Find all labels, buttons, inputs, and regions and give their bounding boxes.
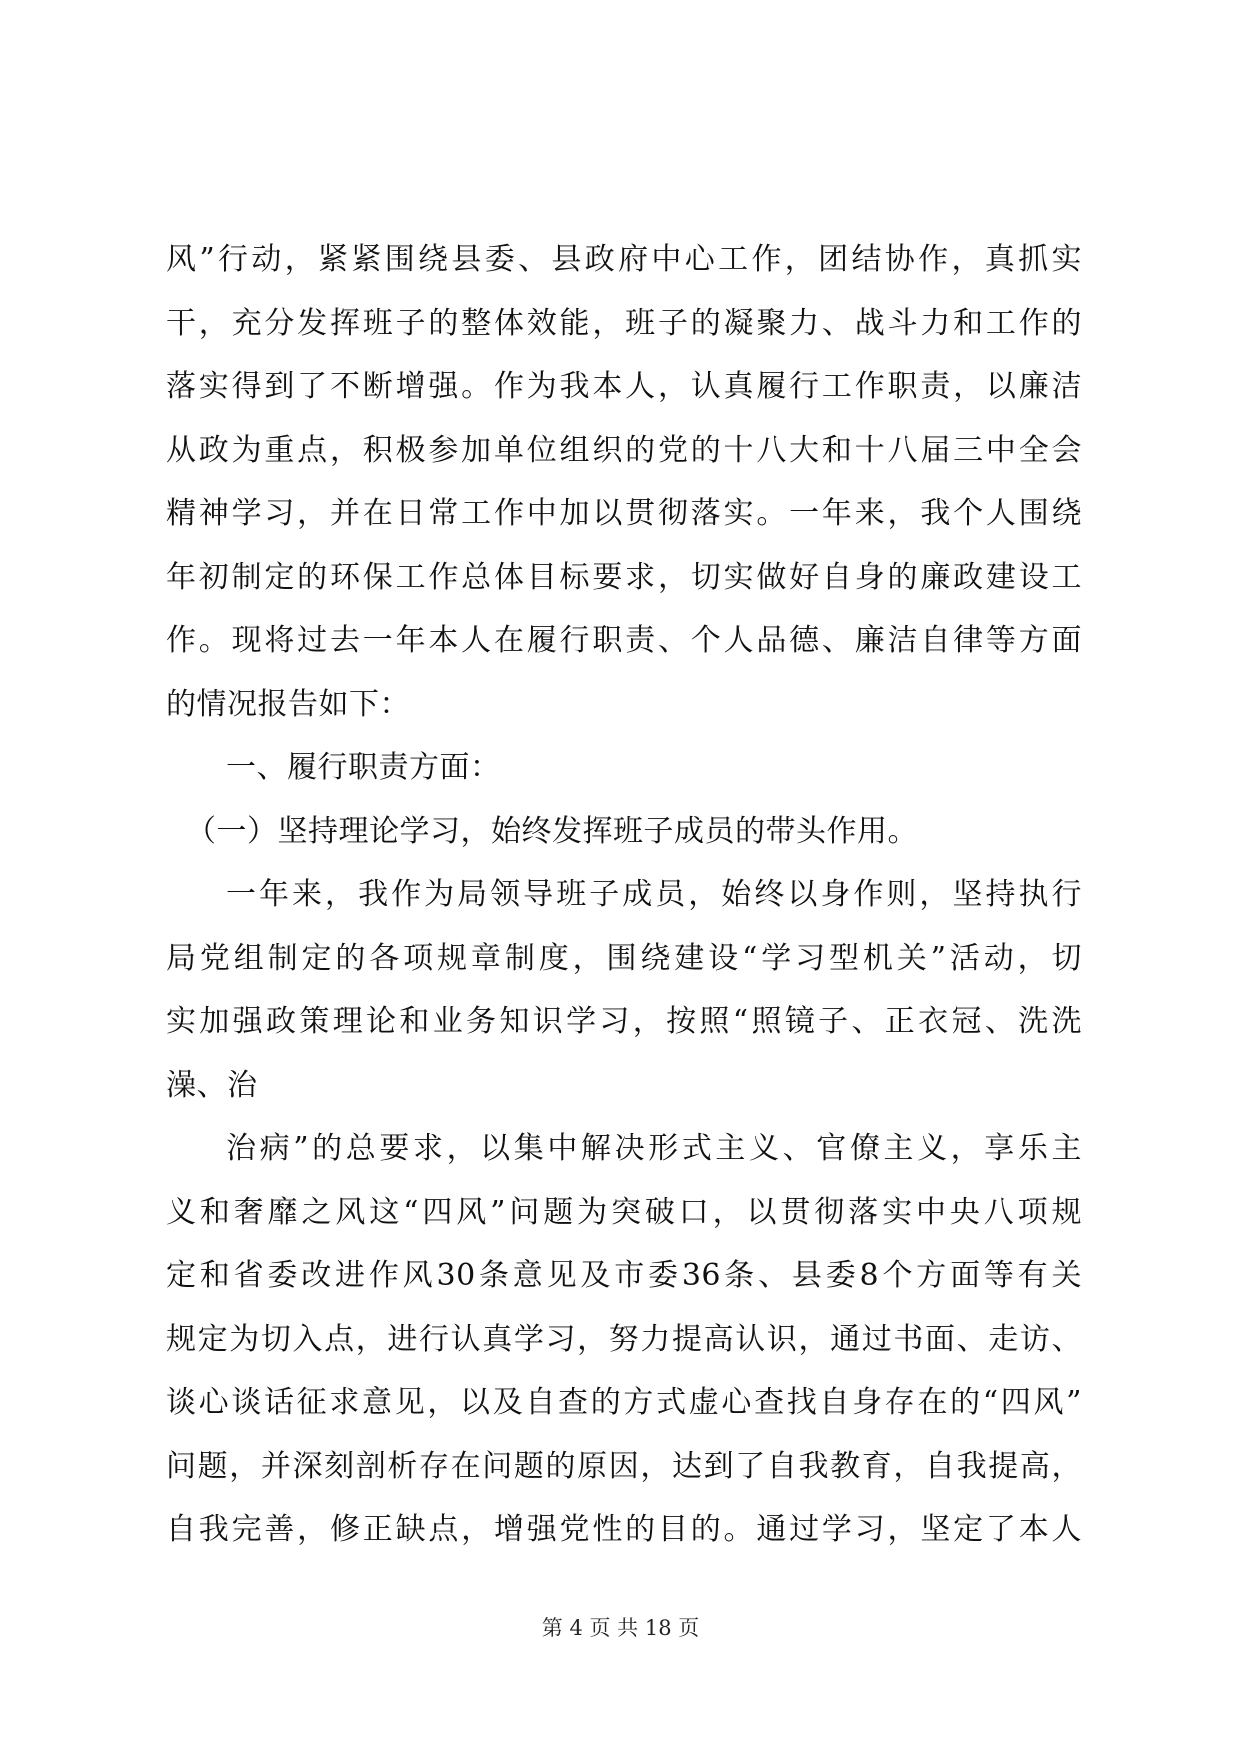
text-line: 一年来，我作为局领导班子成员，始终以身作则，坚持执行 (226, 877, 1082, 912)
text-line: 风”行动，紧紧围绕县委、县政府中心工作，团结协作，真抓实 (166, 242, 1082, 277)
text-line: 问题，并深刻剖析存在问题的原因，达到了自我教育，自我提高， (166, 1448, 1082, 1484)
section-heading: 一、履行职责方面： (226, 750, 501, 785)
text-line: 义和奢靡之风这“四风”问题为突破口，以贯彻落实中央八项规 (166, 1194, 1082, 1230)
text-line: 年初制定的环保工作总体目标要求，切实做好自身的廉政建设工 (166, 559, 1082, 595)
text-line: 干，充分发挥班子的整体效能，班子的凝聚力、战斗力和工作的 (166, 305, 1082, 341)
text-line: 实加强政策理论和业务知识学习，按照“照镜子、正衣冠、洗洗 (166, 1004, 1082, 1039)
text-line: 规定为切入点，进行认真学习，努力提高认识，通过书面、走访、 (166, 1321, 1082, 1357)
text-line: 澡、治 (166, 1067, 258, 1103)
text-line: 定和省委改进作风30条意见及市委36条、县委8个方面等有关 (166, 1258, 1082, 1293)
text-line: 作。现将过去一年本人在履行职责、个人品德、廉洁自律等方面 (166, 623, 1082, 658)
text-line: 落实得到了不断增强。作为我本人，认真履行工作职责，以廉洁 (166, 369, 1082, 404)
text-line: 自我完善，修正缺点，增强党性的目的。通过学习，坚定了本人 (166, 1512, 1082, 1547)
text-line: 谈心谈话征求意见，以及自查的方式虚心查找自身存在的“四风” (166, 1385, 1082, 1420)
text-line: 治病”的总要求，以集中解决形式主义、官僚主义，享乐主 (226, 1131, 1082, 1166)
text-line: 从政为重点，积极参加单位组织的党的十八大和十八届三中全会 (166, 432, 1082, 468)
subsection-heading: （一）坚持理论学习，始终发挥班子成员的带头作用。 (186, 813, 918, 849)
text-line: 局党组制定的各项规章制度，围绕建设“学习型机关”活动，切 (166, 940, 1082, 976)
text-line: 的情况报告如下： (166, 686, 410, 722)
page-number-footer: 第 4 页 共 18 页 (541, 1616, 700, 1640)
text-line: 精神学习，并在日常工作中加以贯彻落实。一年来，我个人围绕 (166, 496, 1082, 531)
document-body (166, 228, 1082, 1562)
